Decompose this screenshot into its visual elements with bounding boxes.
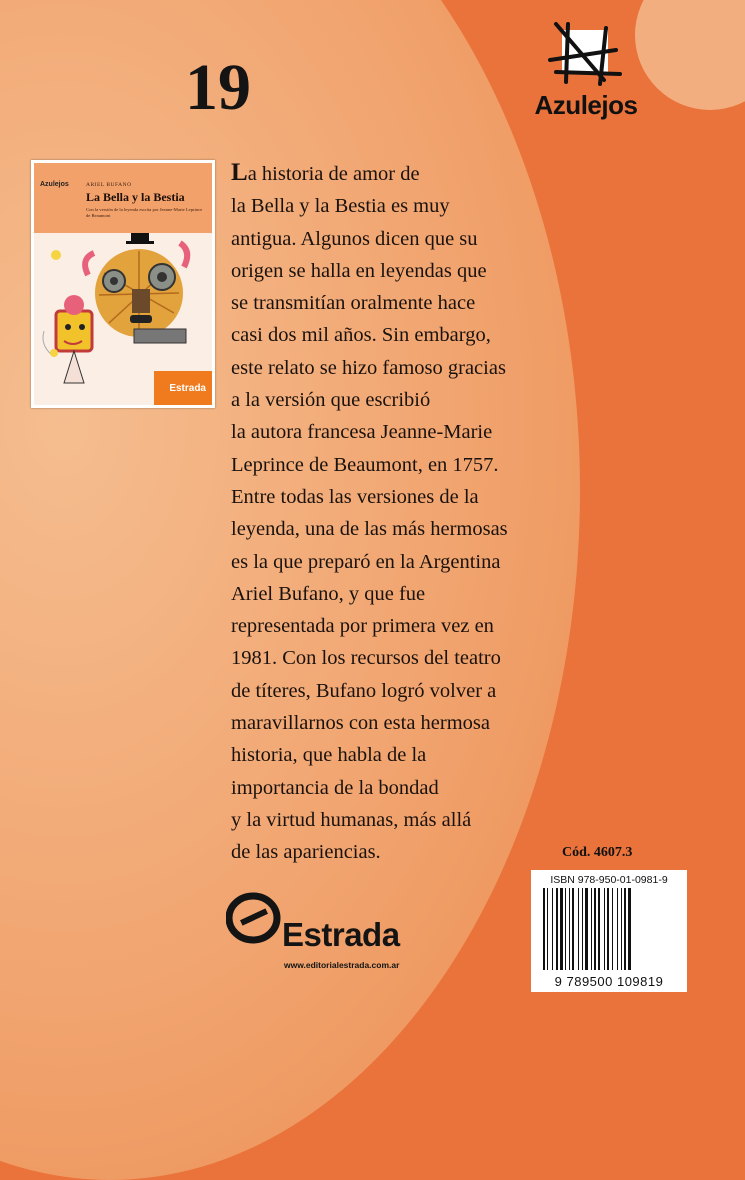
description-line: Ariel Bufano, y que fue [231, 582, 426, 605]
description-line: origen se halla en leyendas que [231, 259, 487, 282]
book-cover-thumbnail [31, 160, 215, 408]
barcode-bar [585, 888, 588, 970]
description-line [231, 157, 591, 190]
cover-publisher: Estrada [169, 383, 206, 394]
barcode-bar [569, 888, 570, 970]
description-line: de las apariencias. [231, 841, 381, 864]
barcode-bar [578, 888, 579, 970]
description-line: se transmitían oralmente hace [231, 292, 476, 315]
barcode-bar [560, 888, 563, 970]
description-line: a la versión que escribió [231, 389, 431, 412]
isbn-label: ISBN 978-950-01-0981-9 [550, 874, 668, 886]
barcode-bar [572, 888, 574, 970]
tile-frame-icon [546, 20, 626, 92]
barcode-bar [582, 888, 583, 970]
product-code: Cód. 4607.3 [562, 845, 633, 860]
barcode-bar [604, 888, 605, 970]
collection-brand [524, 20, 648, 121]
publisher-url: www.editorialestrada.com.ar [284, 960, 400, 970]
background-corner-shape [635, 0, 745, 110]
description-line: Leprince de Beaumont, en 1757. [231, 453, 499, 476]
description-line: la autora francesa Jeanne-Marie [231, 421, 493, 444]
description-line: casi dos mil años. Sin embargo, [231, 324, 491, 347]
description-line-text: a historia de amor de [247, 163, 420, 185]
barcode-bar [543, 888, 545, 970]
barcode-bar [591, 888, 592, 970]
description-line: representada por primera vez en [231, 615, 494, 638]
barcode-bar [617, 888, 618, 970]
barcode-bar [552, 888, 553, 970]
cover-title: La Bella y la Bestia [86, 190, 185, 204]
description-line: de títeres, Bufano logró volver a [231, 679, 497, 702]
description-line: 1981. Con los recursos del teatro [231, 647, 501, 670]
description-line: este relato se hizo famoso gracias [231, 356, 506, 379]
publisher-name: Estrada [282, 916, 400, 953]
cover-subtitle: Con la versión de la leyenda escrita por Jeanne-Marie Leprince de Beaumont [86, 207, 203, 218]
barcode-bar [612, 888, 613, 970]
barcode-bar [621, 888, 622, 970]
barcode-bar [547, 888, 548, 970]
page-number: 19 [185, 51, 251, 124]
description-line: es la que preparó en la Argentina [231, 550, 501, 573]
barcode-bar [556, 888, 558, 970]
book-description [231, 157, 591, 869]
description-line: Entre todas las versiones de la [231, 485, 479, 508]
description-line: leyenda, una de las más hermosas [231, 518, 508, 541]
drop-cap: L [231, 159, 248, 186]
barcode-bar [628, 888, 631, 970]
publisher-e-icon [226, 890, 286, 950]
description-line: y la virtud humanas, más allá [231, 808, 472, 831]
description-line: importancia de la bondad [231, 776, 439, 799]
description-line: historia, que habla de la [231, 744, 427, 767]
description-line: la Bella y la Bestia es muy [231, 195, 450, 218]
barcode-bar [624, 888, 626, 970]
barcode-bar [594, 888, 596, 970]
cover-author: ARIEL BUFANO [86, 182, 132, 188]
barcode-number: 9 789500 109819 [554, 974, 664, 989]
cover-collection-logo: Azulejos [40, 181, 69, 188]
barcode-bar [607, 888, 609, 970]
description-line: antigua. Algunos dicen que su [231, 227, 478, 250]
barcode-bar [565, 888, 566, 970]
barcode-bar [598, 888, 600, 970]
collection-name: Azulejos [534, 90, 638, 120]
isbn-barcode [531, 870, 687, 992]
barcode-bars [543, 888, 675, 970]
description-line: maravillarnos con esta hermosa [231, 712, 491, 735]
